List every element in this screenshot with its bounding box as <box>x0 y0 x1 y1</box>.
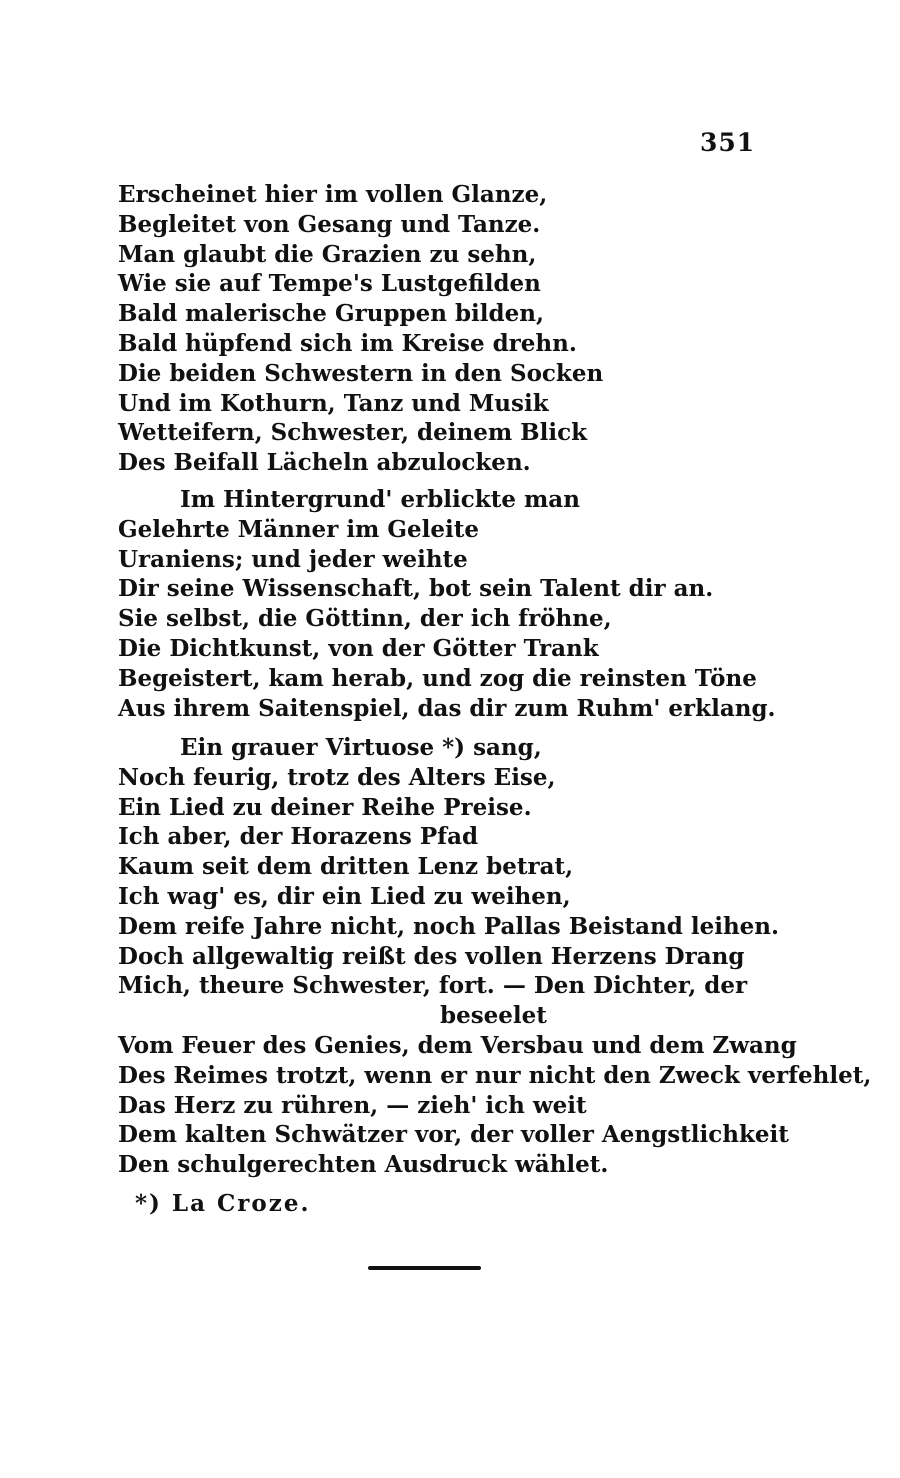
verse-line: Und im Kothurn, Tanz und Musik <box>118 389 549 417</box>
verse-line: Mich, theure Schwester, fort. — Den Dichter, der <box>118 972 748 1000</box>
verse-line: Erscheinet hier im vollen Glanze, <box>118 181 548 208</box>
verse-line: Dem kalten Schwätzer vor, der voller Aengstlichkeit <box>118 1121 789 1149</box>
verse-line: Ein grauer Virtuose *) sang, <box>180 734 542 761</box>
verse-line: Uraniens; und jeder weihte <box>118 545 468 573</box>
verse-line: Noch feurig, trotz des Alters Eise, <box>118 763 556 791</box>
stanza-1 <box>118 180 818 478</box>
verse-line: Man glaubt die Grazien zu sehn, <box>118 240 537 268</box>
verse-line: Dem reife Jahre nicht, noch Pallas Beistand leihen. <box>118 912 780 940</box>
section-divider <box>368 1266 481 1270</box>
verse-line: Bald hüpfend sich im Kreise drehn. <box>118 329 577 357</box>
stanza-2 <box>118 485 818 723</box>
verse-line: Doch allgewaltig reißt des vollen Herzens Drang <box>118 942 745 970</box>
verse-line: Ich wag' es, dir ein Lied zu weihen, <box>118 882 571 910</box>
verse-line: Aus ihrem Saitenspiel, das dir zum Ruhm' erklang. <box>118 694 776 722</box>
verse-line: Bald malerische Gruppen bilden, <box>118 300 544 328</box>
verse-line: Des Beifall Lächeln abzulocken. <box>118 449 531 477</box>
verse-line-continuation: beseelet <box>440 1002 547 1030</box>
verse-line: Dir seine Wissenschaft, bot sein Talent dir an. <box>118 575 714 603</box>
stanza-3 <box>118 733 872 1180</box>
verse-line: Des Reimes trotzt, wenn er nur nicht den Zweck verfehlet, <box>118 1061 872 1089</box>
page-number: 351 <box>700 128 756 157</box>
verse-line: Die beiden Schwestern in den Socken <box>118 359 604 387</box>
verse-line: Sie selbst, die Göttinn, der ich fröhne, <box>118 605 612 633</box>
footnote: *) La Croze. <box>135 1190 311 1217</box>
verse-line: Im Hintergrund' erblickte man <box>180 486 580 513</box>
verse-line: Wie sie auf Tempe's Lustgefilden <box>118 270 541 298</box>
verse-line: Den schulgerechten Ausdruck wählet. <box>118 1151 609 1179</box>
verse-line: Die Dichtkunst, von der Götter Trank <box>118 634 599 662</box>
verse-line: Ein Lied zu deiner Reihe Preise. <box>118 793 532 821</box>
verse-line: Kaum seit dem dritten Lenz betrat, <box>118 853 574 881</box>
verse-line: Begeistert, kam herab, und zog die reinsten Töne <box>118 664 757 692</box>
verse-line: Wetteifern, Schwester, deinem Blick <box>118 419 588 447</box>
verse-line: Das Herz zu rühren, — zieh' ich weit <box>118 1091 587 1119</box>
verse-line: Begleitet von Gesang und Tanze. <box>118 210 541 238</box>
verse-line: Ich aber, der Horazens Pfad <box>118 823 479 851</box>
verse-line: Vom Feuer des Genies, dem Versbau und dem Zwang <box>118 1031 797 1059</box>
verse-line: Gelehrte Männer im Geleite <box>118 515 480 543</box>
